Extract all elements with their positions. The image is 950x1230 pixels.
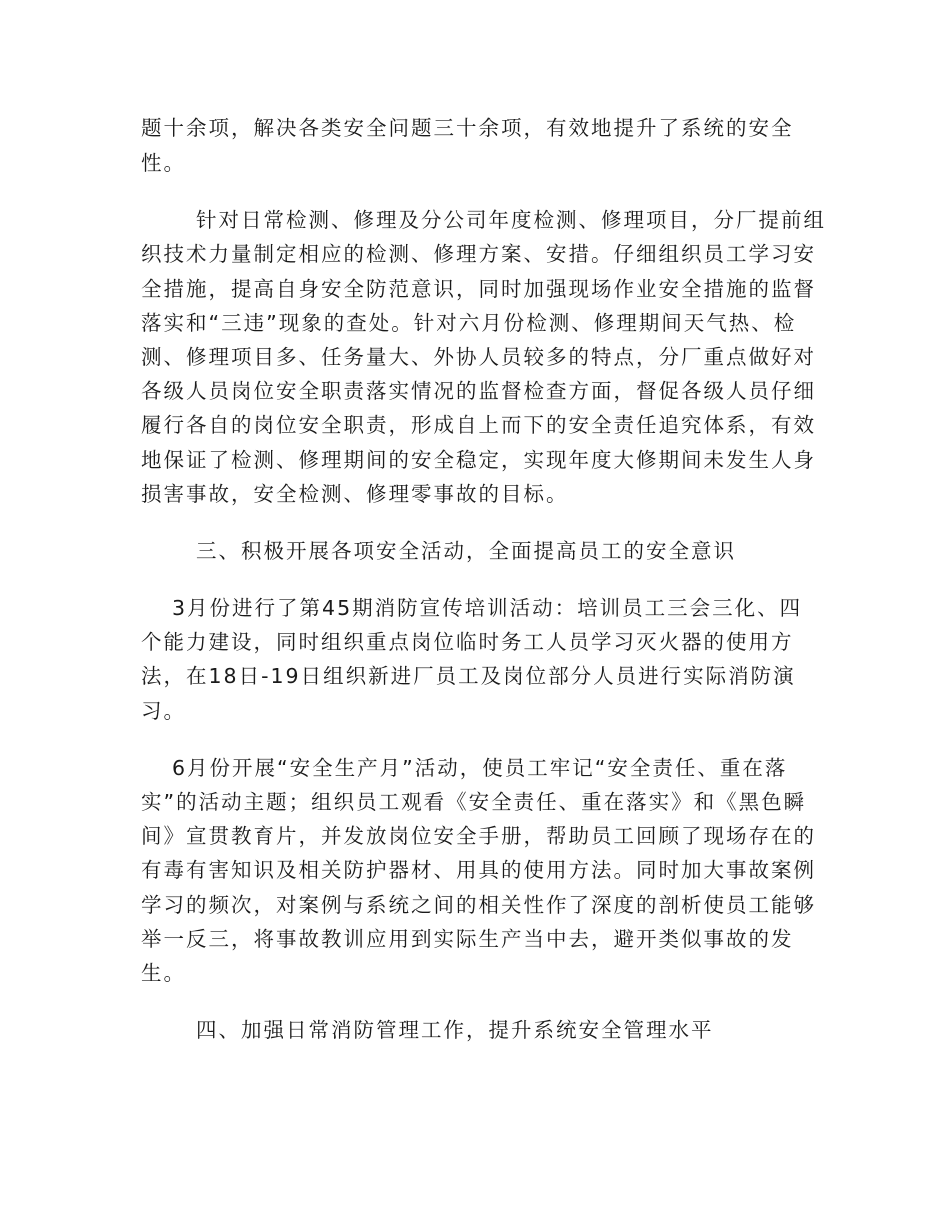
text-line: 个能力建设，同时组织重点岗位临时务工人员学习灭火器的使用方 (141, 630, 794, 654)
text-line: 全措施，提高自身安全防范意识，同时加强现场作业安全措施的监督 (141, 277, 816, 301)
section-heading: 三、积极开展各项安全活动，全面提高员工的安全意识 (196, 539, 736, 563)
section-heading: 四、加强日常消防管理工作，提升系统安全管理水平 (196, 1018, 714, 1042)
text-line: 落实和“三违”现象的查处。针对六月份检测、修理期间天气热、检 (141, 311, 797, 335)
text-line: 学习的频次，对案例与系统之间的相关性作了深度的剖析使员工能够 (141, 893, 816, 917)
text-line: 题十余项，解决各类安全问题三十余项，有效地提升了系统的安全 (141, 116, 794, 140)
text-line: 地保证了检测、修理期间的安全稳定，实现年度大修期间未发生人身 (141, 448, 816, 472)
text-line: 测、修理项目多、任务量大、外协人员较多的特点，分厂重点做好对 (141, 345, 816, 369)
text-line: 有毒有害知识及相关防护器材、用具的使用方法。同时加大事故案例 (141, 858, 816, 882)
text-line: 履行各自的岗位安全职责，形成自上而下的安全责任追究体系，有效 (141, 413, 816, 437)
text-line: 各级人员岗位安全职责落实情况的监督检查方面，督促各级人员仔细 (141, 379, 816, 403)
text-line: 性。 (141, 151, 186, 175)
text-line: 3月份进行了第45期消防宣传培训活动：培训员工三会三化、四 (172, 596, 803, 620)
text-line: 实”的活动主题；组织员工观看《安全责任、重在落实》和《黑色瞬 (141, 790, 807, 814)
text-line: 举一反三，将事故教训应用到实际生产当中去，避开类似事故的发 (141, 927, 794, 951)
text-line: 生。 (141, 961, 186, 985)
text-line: 习。 (141, 699, 186, 723)
text-line: 6月份开展“安全生产月”活动，使员工牢记“安全责任、重在落 (172, 756, 788, 780)
text-line: 法，在18日-19日组织新进厂员工及岗位部分人员进行实际消防演 (141, 664, 796, 688)
text-line: 损害事故，安全检测、修理零事故的目标。 (141, 482, 569, 506)
text-line: 针对日常检测、修理及分公司年度检测、修理项目，分厂提前组 (196, 208, 826, 232)
text-line: 间》宣贯教育片，并发放岗位安全手册，帮助员工回顾了现场存在的 (141, 824, 816, 848)
text-line: 织技术力量制定相应的检测、修理方案、安措。仔细组织员工学习安 (141, 242, 816, 266)
